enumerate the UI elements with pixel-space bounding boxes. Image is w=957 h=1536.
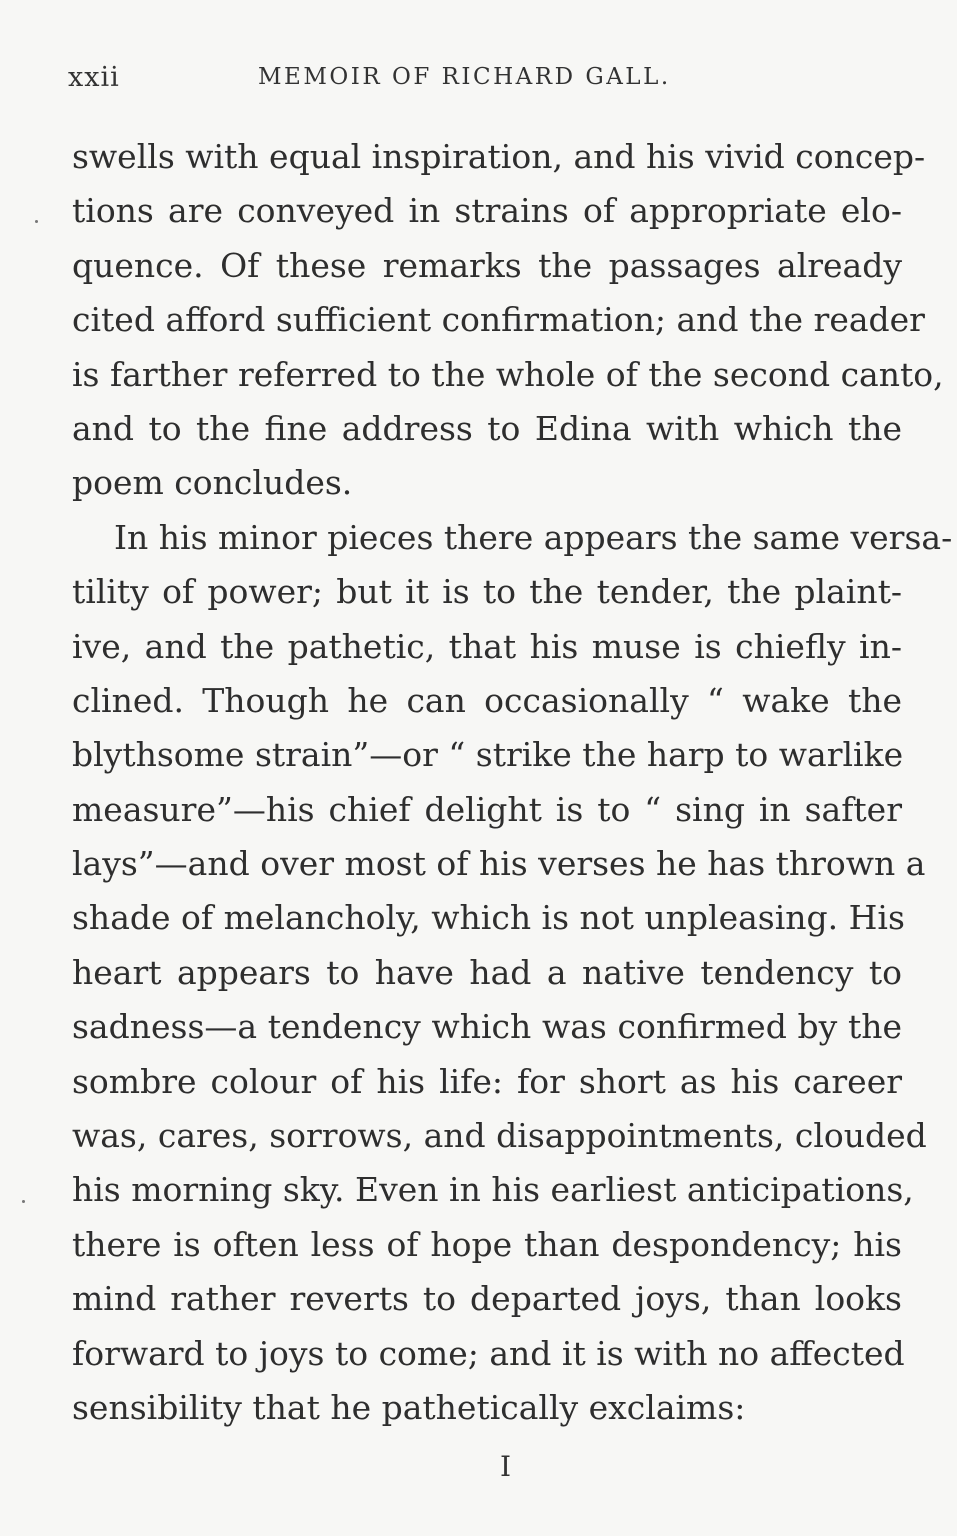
text-line: tility of power; but it is to the tender, the plaint-: [72, 572, 902, 612]
running-title: MEMOIR OF RICHARD GALL.: [258, 64, 671, 90]
text-line: sombre colour of his life: for short as his career: [72, 1061, 902, 1101]
text-line: there is often less of hope than despondency; his: [72, 1224, 902, 1264]
text-line: poem concludes.: [72, 463, 353, 503]
text-line: swells with equal inspiration, and his vivid concep-: [72, 137, 926, 176]
text-line: lays”—and over most of his verses he has thrown a: [72, 844, 926, 884]
text-line: mind rather reverts to departed joys, than looks: [72, 1279, 902, 1319]
text-line: heart appears to have had a native tendency to: [72, 952, 902, 992]
text-line: and to the fine address to Edina with which the: [72, 408, 902, 448]
text-line: cited afford sufficient confirmation; and the reader: [72, 300, 925, 340]
text-line: blythsome strain”—or “ strike the harp to warlike: [72, 735, 904, 775]
text-line: In his minor pieces there appears the same versa-: [114, 517, 953, 557]
text-line: sadness—a tendency which was confirmed by the: [72, 1007, 902, 1047]
text-line: tions are conveyed in strains of appropriate elo-: [72, 191, 902, 231]
text-line: ive, and the pathetic, that his muse is chiefly in-: [72, 626, 902, 666]
page-header: [68, 62, 898, 102]
body-text: [72, 130, 953, 1435]
signature-mark: I: [500, 1450, 512, 1483]
text-line: forward to joys to come; and it is with no affected: [72, 1333, 905, 1373]
text-line: shade of melancholy, which is not unpleasing. His: [72, 898, 905, 938]
text-line: clined. Though he can occasionally “ wake the: [72, 680, 902, 720]
text-line: sensibility that he pathetically exclaims:: [72, 1387, 746, 1427]
text-line: was, cares, sorrows, and disappointments, clouded: [72, 1116, 927, 1156]
text-line: his morning sky. Even in his earliest anticipations,: [72, 1170, 914, 1210]
text-line: quence. Of these remarks the passages already: [72, 245, 902, 285]
margin-speck: [22, 1200, 25, 1203]
margin-speck: [35, 220, 38, 223]
text-line: measure”—his chief delight is to “ sing in safter: [72, 789, 902, 829]
text-line: is farther referred to the whole of the second canto,: [72, 354, 944, 394]
page-number: xxii: [68, 62, 120, 93]
